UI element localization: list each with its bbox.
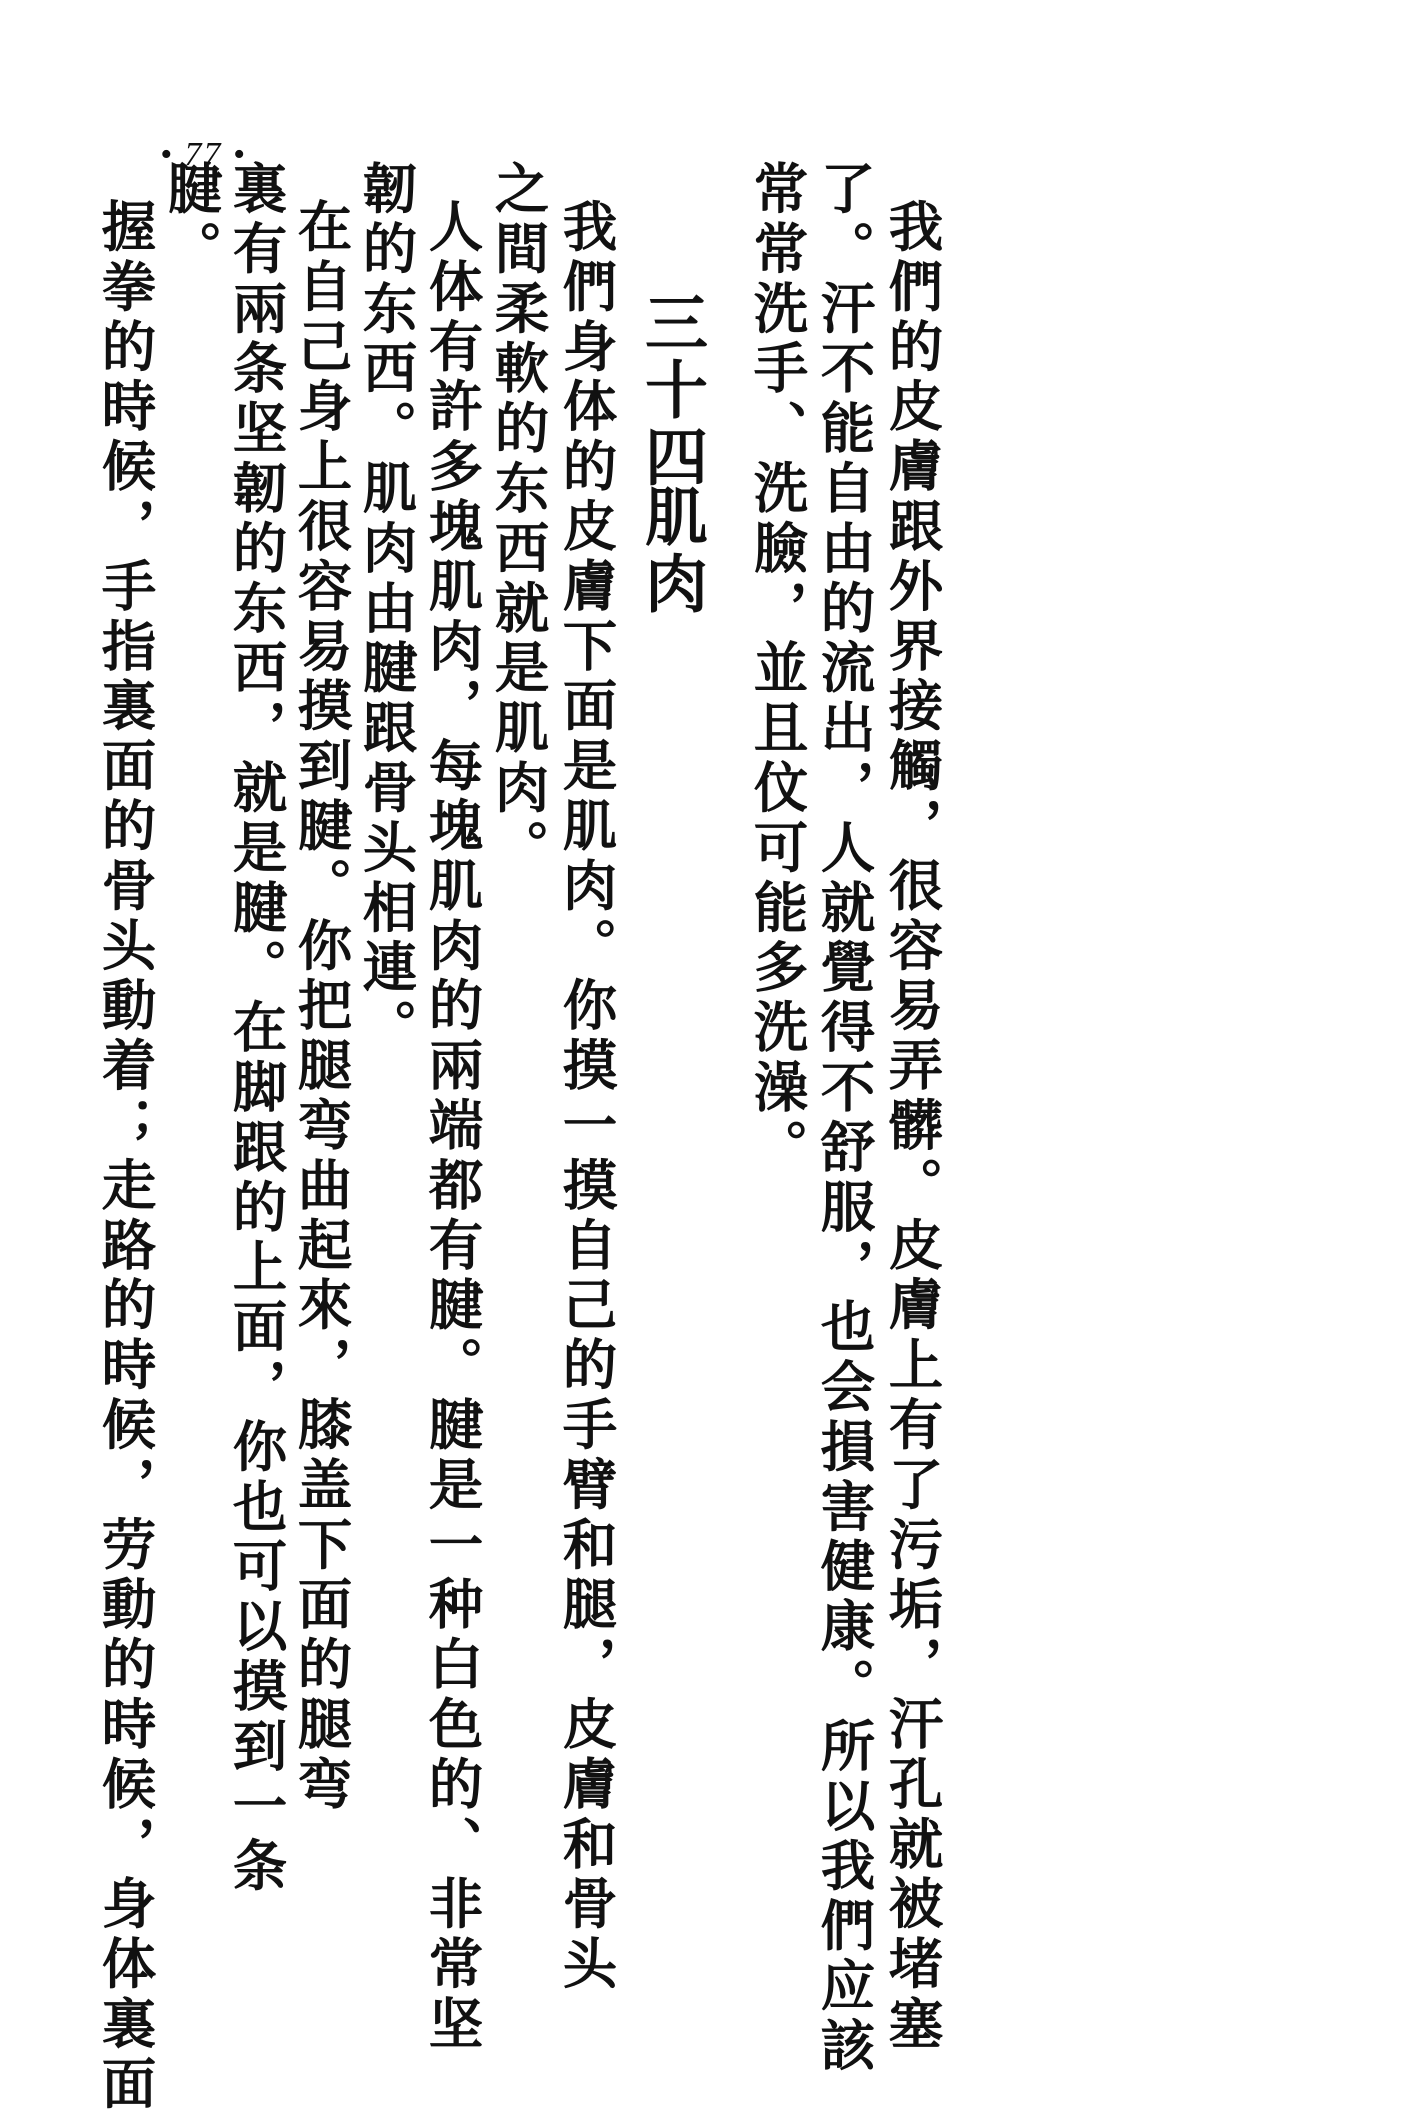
text-line: 常常洗手、洗臉，並且伩可能多洗澡。 xyxy=(744,160,809,1179)
text-line: 人体有許多塊肌肉，每塊肌肉的兩端都有腱。腱是一种白色的、非常坚 xyxy=(419,198,484,2055)
text-line: 之間柔軟的东西就是肌肉。 xyxy=(485,160,550,879)
text-line: 在自己身上很容易摸到腱。你把腿弯曲起來，膝盖下面的腿弯 xyxy=(288,198,353,1816)
text-line: 我們的皮膚跟外界接觸，很容易弄髒。皮膚上有了污垢，汗孔就被堵塞 xyxy=(879,198,944,2055)
text-line: 握拳的時候，手指裏面的骨头動着；走路的時候，劳動的時候，身体裏面 xyxy=(92,198,157,2115)
text-line: 裏有兩条坚韌的东西，就是腱。在脚跟的上面，你也可以摸到一条 xyxy=(223,160,288,1898)
page-number: • 77 • xyxy=(160,136,247,173)
text-line: 我們身体的皮膚下面是肌肉。你摸一摸自己的手臂和腿，皮膚和骨头 xyxy=(553,198,618,1995)
text-line: 腱。 xyxy=(158,160,223,280)
section-title: 肌肉 xyxy=(635,484,709,618)
text-line: 了。汗不能自由的流出，人就覺得不舒服，也会損害健康。所以我們应該 xyxy=(811,160,876,2077)
text-line: 韌的东西。肌肉由腱跟骨头相連。 xyxy=(353,160,418,1059)
section-number: 三十四 xyxy=(635,290,709,491)
